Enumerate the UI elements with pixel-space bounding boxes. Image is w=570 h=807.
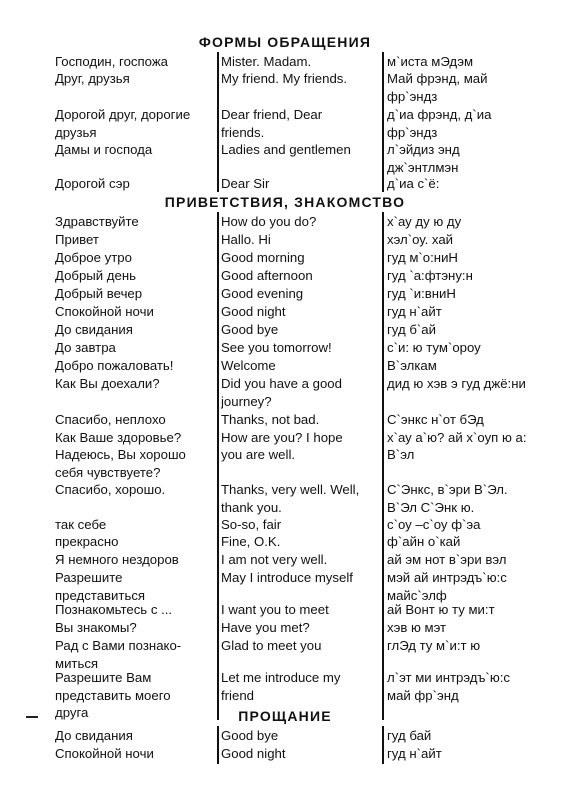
english-phrase: Ladies and gentlemen bbox=[221, 142, 351, 157]
english-phrase: Dear friend, Dear friends. bbox=[221, 107, 323, 140]
column-divider bbox=[382, 212, 384, 720]
russian-phrase: Как Ваше здоровье? bbox=[55, 430, 182, 445]
transcription: ф`айн о`кай bbox=[387, 534, 461, 549]
transcription: х`ау ду ю ду bbox=[387, 214, 462, 229]
transcription: х`ау а`ю? ай х`оуп ю а: bbox=[387, 430, 527, 445]
russian-phrase: Я немного нездоров bbox=[55, 552, 179, 567]
russian-phrase: До завтра bbox=[55, 340, 116, 355]
transcription: Май фрэнд, май фр`эндз bbox=[387, 71, 488, 104]
russian-phrase: Спокойной ночи bbox=[55, 746, 154, 761]
transcription: гуд н`айт bbox=[387, 746, 442, 761]
russian-phrase: Дорогой друг, дорогие друзья bbox=[55, 107, 191, 140]
russian-phrase: так себе bbox=[55, 517, 107, 532]
transcription: С`энкс н`от бЭд bbox=[387, 412, 484, 427]
russian-phrase: Господин, госпожа bbox=[55, 54, 168, 69]
english-phrase: So-so, fair bbox=[221, 517, 282, 532]
english-phrase: I want you to meet bbox=[221, 602, 329, 617]
russian-phrase: До свидания bbox=[55, 728, 133, 743]
transcription: В`эл bbox=[387, 447, 415, 462]
transcription: С`Энкс, в`эри В`Эл. В`Эл С`Энк ю. bbox=[387, 482, 508, 515]
transcription: ай эм нот в`эри вэл bbox=[387, 552, 507, 567]
english-phrase: Did you have a good journey? bbox=[221, 376, 342, 409]
english-phrase: Good bye bbox=[221, 728, 279, 743]
english-phrase: Dear Sir bbox=[221, 176, 270, 191]
english-phrase: Good night bbox=[221, 746, 286, 761]
english-phrase: How are you? I hope bbox=[221, 430, 343, 445]
english-phrase: I am not very well. bbox=[221, 552, 328, 567]
english-phrase: My friend. My friends. bbox=[221, 71, 348, 86]
transcription: л`эйдиз энд дж`энтлмэн bbox=[387, 142, 460, 175]
transcription: гуд `и:вниН bbox=[387, 286, 456, 301]
column-divider bbox=[217, 52, 219, 192]
russian-phrase: Дорогой сэр bbox=[55, 176, 130, 191]
transcription: л`эт ми интрэдъ`ю:с май фр`энд bbox=[387, 670, 510, 703]
english-phrase: Welcome bbox=[221, 358, 276, 373]
transcription: гуд `а:фтэну:н bbox=[387, 268, 473, 283]
english-phrase: May I introduce myself bbox=[221, 570, 353, 585]
russian-phrase: Добрый день bbox=[55, 268, 136, 283]
russian-phrase: Доброе утро bbox=[55, 250, 132, 265]
english-phrase: See you tomorrow! bbox=[221, 340, 332, 355]
english-phrase: Glad to meet you bbox=[221, 638, 322, 653]
english-phrase: Good bye bbox=[221, 322, 279, 337]
russian-phrase: Надеюсь, Вы хорошо себя чувствуете? bbox=[55, 447, 186, 480]
english-phrase: Let me introduce my friend bbox=[221, 670, 341, 703]
transcription: с`оу –с`оу ф`эа bbox=[387, 517, 481, 532]
section-title-greetings: ПРИВЕТСТВИЯ, ЗНАКОМСТВО bbox=[164, 194, 406, 210]
russian-phrase: Рад с Вами познако- миться bbox=[55, 638, 182, 671]
transcription: д`иа с`ё: bbox=[387, 176, 440, 191]
transcription: В`элкам bbox=[387, 358, 437, 373]
russian-phrase: Как Вы доехали? bbox=[55, 376, 160, 391]
section-title-forms-of-address: ФОРМЫ ОБРАЩЕНИЯ bbox=[198, 34, 372, 50]
russian-phrase: Дамы и господа bbox=[55, 142, 153, 157]
english-phrase: Thanks, very well. Well, thank you. bbox=[221, 482, 360, 515]
english-phrase: Good evening bbox=[221, 286, 304, 301]
english-phrase: Have you met? bbox=[221, 620, 310, 635]
russian-phrase: Спасибо, неплохо bbox=[55, 412, 166, 427]
transcription: мэй ай интрэдъ`ю:с майс`элф bbox=[387, 570, 507, 603]
transcription: хэв ю мэт bbox=[387, 620, 447, 635]
russian-phrase: До свидания bbox=[55, 322, 133, 337]
russian-phrase: Друг, друзья bbox=[55, 71, 130, 86]
transcription: гуд м`о:ниН bbox=[387, 250, 458, 265]
russian-phrase: Разрешите Вам представить моего друга bbox=[55, 670, 171, 720]
russian-phrase: Спасибо, хорошо. bbox=[55, 482, 166, 497]
russian-phrase: Разрешите представиться bbox=[55, 570, 146, 603]
english-phrase: Good afternoon bbox=[221, 268, 313, 283]
english-phrase: you are well. bbox=[221, 447, 296, 462]
transcription: гуд н`айт bbox=[387, 304, 442, 319]
transcription: гуд б`ай bbox=[387, 322, 436, 337]
column-divider bbox=[217, 212, 219, 720]
transcription: дид ю хэв э гуд джё:ни bbox=[387, 376, 526, 391]
transcription: ай Вонт ю ту ми:т bbox=[387, 602, 495, 617]
russian-phrase: Вы знакомы? bbox=[55, 620, 137, 635]
russian-phrase: Познакомьтесь с ... bbox=[55, 602, 173, 617]
russian-phrase: Добро пожаловать! bbox=[55, 358, 174, 373]
column-divider bbox=[217, 726, 219, 764]
russian-phrase: прекрасно bbox=[55, 534, 119, 549]
english-phrase: Mister. Madam. bbox=[221, 54, 312, 69]
transcription: хэл`оу. хай bbox=[387, 232, 454, 247]
english-phrase: Hallo. Hi bbox=[221, 232, 271, 247]
russian-phrase: Спокойной ночи bbox=[55, 304, 154, 319]
english-phrase: How do you do? bbox=[221, 214, 317, 229]
english-phrase: Thanks, not bad. bbox=[221, 412, 320, 427]
english-phrase: Good morning bbox=[221, 250, 305, 265]
column-divider bbox=[382, 52, 384, 192]
russian-phrase: Добрый вечер bbox=[55, 286, 143, 301]
column-divider bbox=[382, 726, 384, 764]
transcription: с`и: ю тум`ороу bbox=[387, 340, 481, 355]
russian-phrase: Привет bbox=[55, 232, 99, 247]
english-phrase: Good night bbox=[221, 304, 286, 319]
english-phrase: Fine, O.K. bbox=[221, 534, 281, 549]
section-title-farewell: ПРОЩАНИЕ bbox=[238, 708, 332, 724]
russian-phrase: Здравствуйте bbox=[55, 214, 139, 229]
transcription: глЭд ту м`и:т ю bbox=[387, 638, 481, 653]
transcription: д`иа фрэнд, д`иа фр`эндз bbox=[387, 107, 492, 140]
transcription: м`иста мЭдэм bbox=[387, 54, 474, 69]
transcription: гуд бай bbox=[387, 728, 432, 743]
